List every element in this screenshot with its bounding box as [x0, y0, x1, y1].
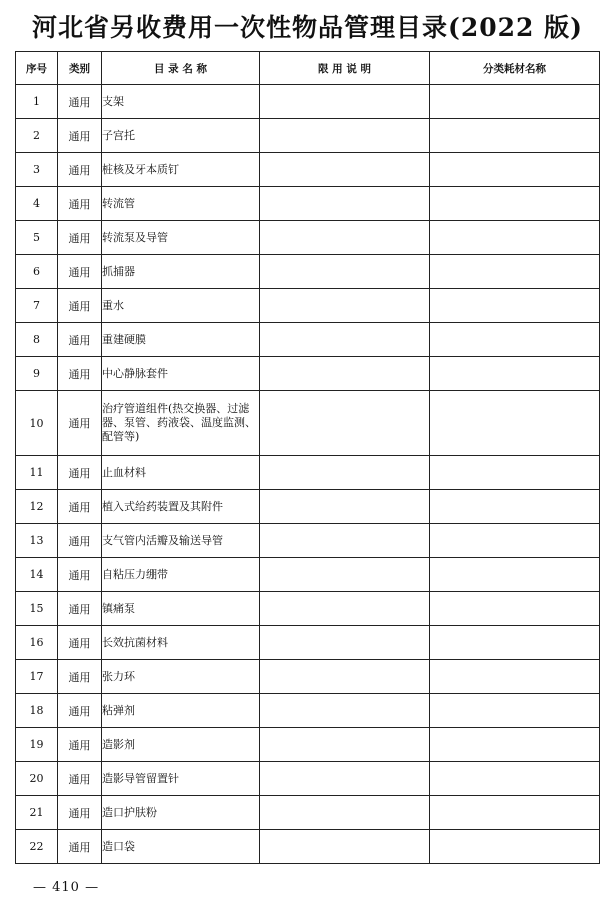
table-header-row [16, 52, 600, 85]
cell-limit [260, 187, 430, 221]
cell-limit [260, 626, 430, 660]
table-body [16, 85, 600, 864]
cell-limit [260, 323, 430, 357]
table-row [16, 762, 600, 796]
table-row [16, 85, 600, 119]
cell-classification [430, 391, 600, 456]
cell-no: 6 [16, 255, 58, 289]
cell-category: 通用 [58, 85, 102, 119]
cell-classification [430, 626, 600, 660]
cell-classification [430, 762, 600, 796]
cell-limit [260, 694, 430, 728]
cell-limit [260, 558, 430, 592]
cell-limit [260, 524, 430, 558]
table-row [16, 119, 600, 153]
table-row [16, 255, 600, 289]
table-row [16, 660, 600, 694]
cell-category: 通用 [58, 391, 102, 456]
table-row [16, 626, 600, 660]
cell-category: 通用 [58, 456, 102, 490]
cell-classification [430, 255, 600, 289]
cell-name: 植入式给药装置及其附件 [102, 490, 260, 524]
document-title: 河北省另收费用一次性物品管理目录(2022 版) [32, 13, 583, 42]
table-row [16, 728, 600, 762]
cell-category: 通用 [58, 728, 102, 762]
cell-category: 通用 [58, 694, 102, 728]
cell-limit [260, 221, 430, 255]
cell-category: 通用 [58, 289, 102, 323]
cell-classification [430, 323, 600, 357]
cell-name: 粘弹剂 [102, 694, 260, 728]
table-row [16, 524, 600, 558]
cell-category: 通用 [58, 558, 102, 592]
cell-no: 20 [16, 762, 58, 796]
cell-classification [430, 221, 600, 255]
header-category: 类别 [58, 52, 102, 85]
cell-category: 通用 [58, 830, 102, 864]
cell-classification [430, 289, 600, 323]
cell-limit [260, 119, 430, 153]
cell-no: 9 [16, 357, 58, 391]
cell-classification [430, 357, 600, 391]
table-row [16, 221, 600, 255]
cell-name: 支架 [102, 85, 260, 119]
cell-no: 15 [16, 592, 58, 626]
cell-limit [260, 728, 430, 762]
cell-no: 7 [16, 289, 58, 323]
cell-name: 转流管 [102, 187, 260, 221]
cell-no: 2 [16, 119, 58, 153]
cell-classification [430, 660, 600, 694]
cell-limit [260, 762, 430, 796]
cell-name: 治疗管道组件(热交换器、过滤器、泵管、药液袋、温度监测、配管等) [102, 391, 260, 456]
cell-name: 造口袋 [102, 830, 260, 864]
table-row [16, 592, 600, 626]
cell-limit [260, 456, 430, 490]
cell-name: 抓捕器 [102, 255, 260, 289]
cell-name: 重水 [102, 289, 260, 323]
cell-category: 通用 [58, 119, 102, 153]
header-no: 序号 [16, 52, 58, 85]
cell-name: 造影导管留置针 [102, 762, 260, 796]
cell-name: 子宫托 [102, 119, 260, 153]
cell-category: 通用 [58, 323, 102, 357]
catalog-table [15, 51, 600, 864]
header-limit: 限 用 说 明 [260, 52, 430, 85]
table-row [16, 694, 600, 728]
page-number: — 410 — [33, 880, 100, 895]
table-row [16, 558, 600, 592]
cell-classification [430, 694, 600, 728]
table-row [16, 357, 600, 391]
cell-no: 17 [16, 660, 58, 694]
cell-classification [430, 592, 600, 626]
cell-no: 13 [16, 524, 58, 558]
cell-no: 8 [16, 323, 58, 357]
cell-name: 桩核及牙本质钉 [102, 153, 260, 187]
cell-category: 通用 [58, 490, 102, 524]
cell-no: 12 [16, 490, 58, 524]
cell-no: 14 [16, 558, 58, 592]
cell-name: 止血材料 [102, 456, 260, 490]
cell-limit [260, 289, 430, 323]
header-classification: 分类耗材名称 [430, 52, 600, 85]
cell-no: 11 [16, 456, 58, 490]
cell-category: 通用 [58, 762, 102, 796]
table-row [16, 456, 600, 490]
header-name: 目 录 名 称 [102, 52, 260, 85]
cell-classification [430, 524, 600, 558]
cell-classification [430, 796, 600, 830]
cell-classification [430, 830, 600, 864]
table-row [16, 289, 600, 323]
cell-category: 通用 [58, 357, 102, 391]
cell-no: 19 [16, 728, 58, 762]
cell-no: 22 [16, 830, 58, 864]
cell-no: 18 [16, 694, 58, 728]
cell-limit [260, 490, 430, 524]
cell-no: 4 [16, 187, 58, 221]
table-row [16, 323, 600, 357]
cell-category: 通用 [58, 796, 102, 830]
cell-name: 转流泵及导管 [102, 221, 260, 255]
cell-no: 5 [16, 221, 58, 255]
cell-classification [430, 153, 600, 187]
cell-no: 21 [16, 796, 58, 830]
cell-category: 通用 [58, 221, 102, 255]
cell-limit [260, 85, 430, 119]
cell-name: 支气管内活瓣及输送导管 [102, 524, 260, 558]
table-row [16, 830, 600, 864]
cell-no: 10 [16, 391, 58, 456]
cell-no: 16 [16, 626, 58, 660]
table-row [16, 391, 600, 456]
cell-no: 1 [16, 85, 58, 119]
cell-classification [430, 490, 600, 524]
cell-limit [260, 796, 430, 830]
cell-limit [260, 391, 430, 456]
cell-name: 造影剂 [102, 728, 260, 762]
cell-name: 重建硬膜 [102, 323, 260, 357]
cell-limit [260, 830, 430, 864]
table-row [16, 187, 600, 221]
cell-classification [430, 119, 600, 153]
cell-category: 通用 [58, 592, 102, 626]
cell-category: 通用 [58, 255, 102, 289]
cell-classification [430, 85, 600, 119]
cell-limit [260, 255, 430, 289]
cell-name: 长效抗菌材料 [102, 626, 260, 660]
cell-category: 通用 [58, 153, 102, 187]
cell-classification [430, 456, 600, 490]
table-row [16, 796, 600, 830]
cell-limit [260, 153, 430, 187]
cell-name: 中心静脉套件 [102, 357, 260, 391]
cell-classification [430, 728, 600, 762]
cell-category: 通用 [58, 187, 102, 221]
cell-category: 通用 [58, 524, 102, 558]
cell-classification [430, 187, 600, 221]
cell-classification [430, 558, 600, 592]
cell-limit [260, 592, 430, 626]
cell-category: 通用 [58, 626, 102, 660]
cell-no: 3 [16, 153, 58, 187]
cell-name: 张力环 [102, 660, 260, 694]
cell-category: 通用 [58, 660, 102, 694]
cell-name: 镇痛泵 [102, 592, 260, 626]
cell-name: 造口护肤粉 [102, 796, 260, 830]
cell-limit [260, 357, 430, 391]
table-row [16, 153, 600, 187]
table-row [16, 490, 600, 524]
cell-name: 自粘压力绷带 [102, 558, 260, 592]
cell-limit [260, 660, 430, 694]
